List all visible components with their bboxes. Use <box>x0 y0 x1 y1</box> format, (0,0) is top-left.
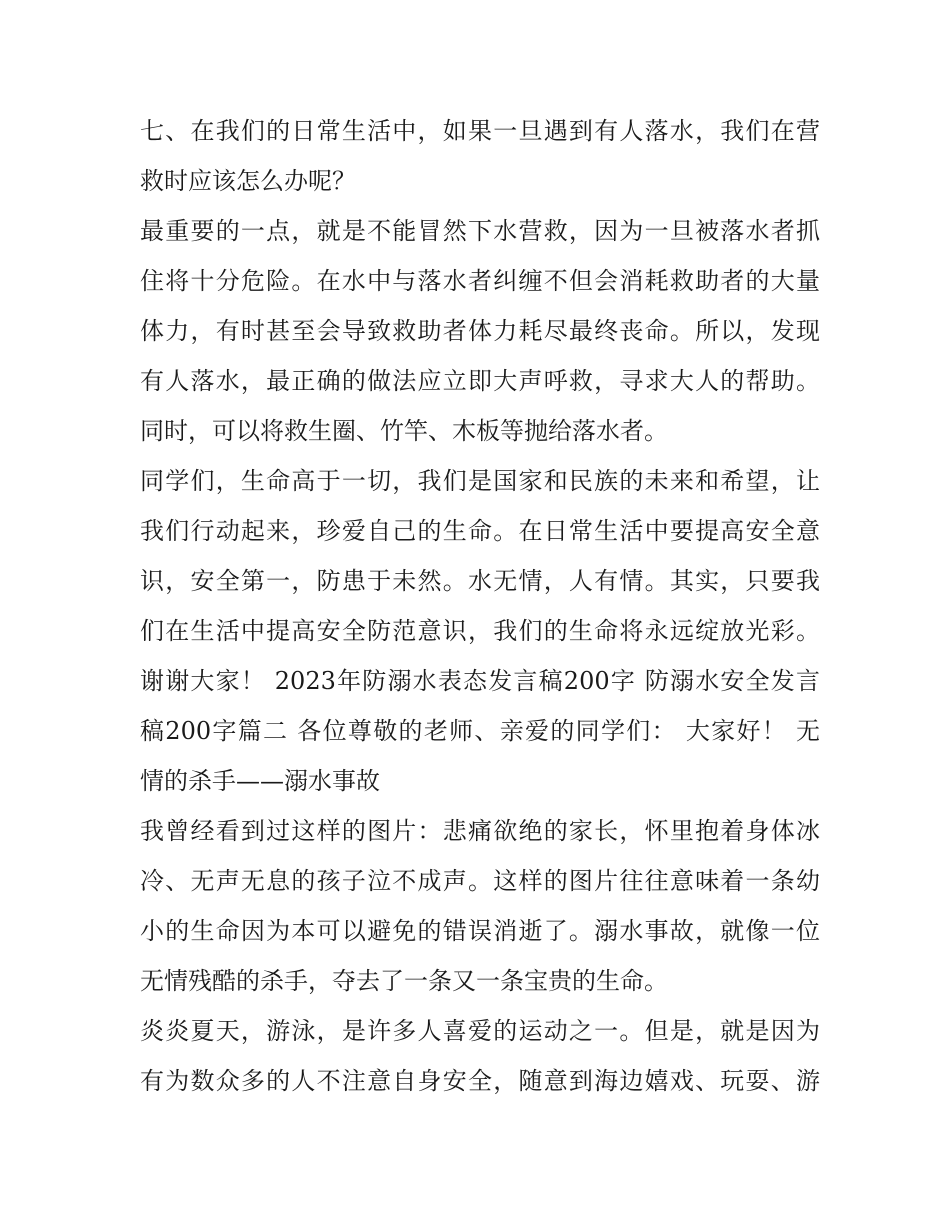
text-line: 无情残酷的杀手，夺去了一条又一条宝贵的生命。 <box>140 967 668 995</box>
text-line: 体力，有时甚至会导致救助者体力耗尽最终丧命。所以，发现 <box>140 317 820 345</box>
text-line: 稿200字篇二 各位尊敬的老师、亲爱的同学们： 大家好！ 无 <box>140 717 820 745</box>
text-line: 识，安全第一，防患于未然。水无情，人有情。其实，只要我 <box>140 567 820 595</box>
text-line: 炎炎夏天，游泳，是许多人喜爱的运动之一。但是，就是因为 <box>140 1017 820 1045</box>
text-line: 同学们，生命高于一切，我们是国家和民族的未来和希望，让 <box>140 467 820 495</box>
text-line: 有为数众多的人不注意自身安全，随意到海边嬉戏、玩耍、游 <box>140 1067 820 1095</box>
text-line: 谢谢大家！ 2023年防溺水表态发言稿200字 防溺水安全发言 <box>140 667 820 695</box>
paragraph-picture-story <box>140 806 820 1006</box>
text-line: 情的杀手——溺水事故 <box>140 767 380 795</box>
paragraph-summer-swimming <box>140 1006 820 1106</box>
document-body <box>140 106 820 1106</box>
text-line: 们在生活中提高安全防范意识，我们的生命将永远绽放光彩。 <box>140 617 820 645</box>
text-line: 我们行动起来，珍爱自己的生命。在日常生活中要提高安全意 <box>140 517 820 545</box>
text-line: 冷、无声无息的孩子泣不成声。这样的图片往往意味着一条幼 <box>140 867 820 895</box>
text-line: 小的生命因为本可以避免的错误消逝了。溺水事故，就像一位 <box>140 917 820 945</box>
text-line: 救时应该怎么办呢？ <box>140 167 356 195</box>
text-line: 我曾经看到过这样的图片：悲痛欲绝的家长，怀里抱着身体冰 <box>140 817 820 845</box>
paragraph-closing-and-title <box>140 456 820 806</box>
text-line: 同时，可以将救生圈、竹竿、木板等抛给落水者。 <box>140 417 668 445</box>
text-line: 有人落水，最正确的做法应立即大声呼救，寻求大人的帮助。 <box>140 367 820 395</box>
text-line: 最重要的一点，就是不能冒然下水营救，因为一旦被落水者抓 <box>140 217 820 245</box>
paragraph-rescue-question <box>140 106 820 206</box>
text-line: 住将十分危险。在水中与落水者纠缠不但会消耗救助者的大量 <box>140 267 820 295</box>
text-line: 七、在我们的日常生活中，如果一旦遇到有人落水，我们在营 <box>140 117 820 145</box>
paragraph-rescue-advice <box>140 206 820 456</box>
